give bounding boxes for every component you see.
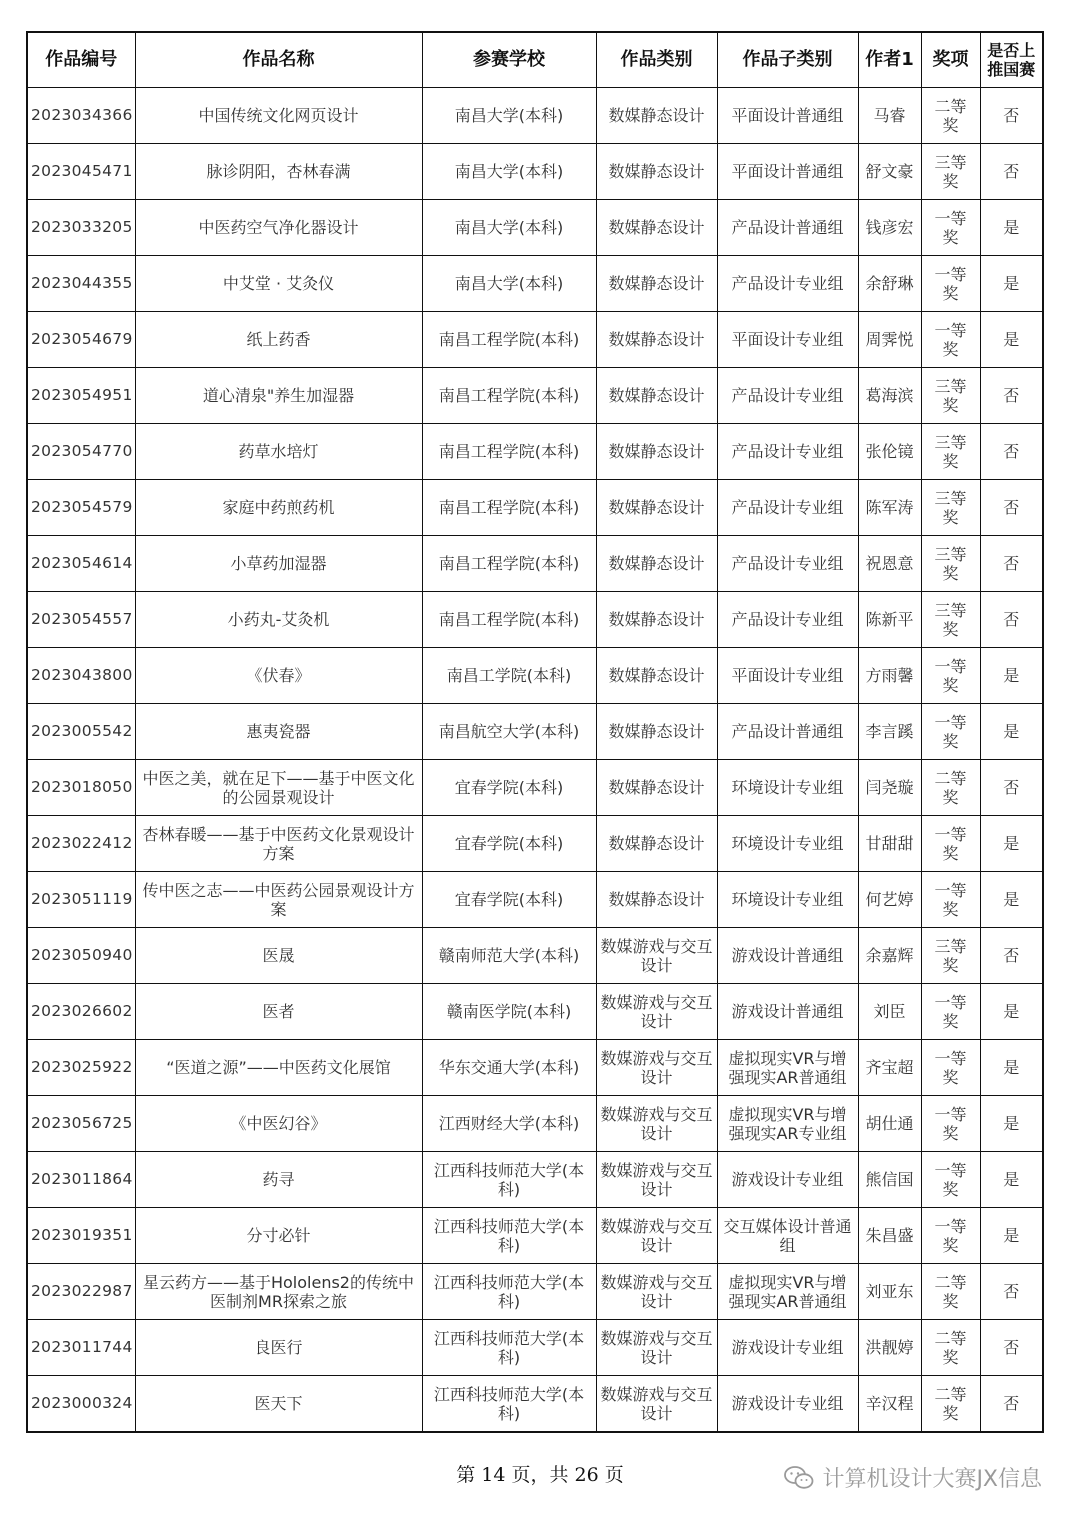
cell-category: 数媒游戏与交互设计 <box>596 1320 717 1376</box>
cell-author: 熊信国 <box>858 1152 921 1208</box>
cell-school: 江西科技师范大学(本科) <box>422 1208 596 1264</box>
cell-name: 《中医幻谷》 <box>135 1096 422 1152</box>
cell-author: 马睿 <box>858 88 921 144</box>
cell-name: 小药丸-艾灸机 <box>135 592 422 648</box>
header-name: 作品名称 <box>135 32 422 88</box>
cell-id: 2023011864 <box>27 1152 135 1208</box>
cell-national: 是 <box>980 1096 1043 1152</box>
cell-award: 一等奖 <box>921 816 980 872</box>
cell-author: 辛汉程 <box>858 1376 921 1433</box>
cell-category: 数媒静态设计 <box>596 144 717 200</box>
cell-school: 南昌工程学院(本科) <box>422 368 596 424</box>
cell-author: 闫尧璇 <box>858 760 921 816</box>
table-row <box>27 592 1043 648</box>
cell-award: 二等奖 <box>921 1376 980 1433</box>
cell-national: 否 <box>980 536 1043 592</box>
cell-national: 是 <box>980 200 1043 256</box>
cell-subcategory: 环境设计专业组 <box>717 872 858 928</box>
cell-award: 二等奖 <box>921 1320 980 1376</box>
cell-school: 江西科技师范大学(本科) <box>422 1376 596 1433</box>
cell-name: 分寸必针 <box>135 1208 422 1264</box>
cell-subcategory: 产品设计普通组 <box>717 200 858 256</box>
cell-author: 钱彦宏 <box>858 200 921 256</box>
cell-national: 是 <box>980 1152 1043 1208</box>
table-body <box>27 88 1043 1433</box>
cell-subcategory: 游戏设计专业组 <box>717 1376 858 1433</box>
cell-award: 三等奖 <box>921 480 980 536</box>
table-row <box>27 1320 1043 1376</box>
table-row <box>27 368 1043 424</box>
award-table <box>26 31 1044 1433</box>
table-row <box>27 816 1043 872</box>
cell-name: 家庭中药煎药机 <box>135 480 422 536</box>
table-row <box>27 1096 1043 1152</box>
cell-author: 朱昌盛 <box>858 1208 921 1264</box>
cell-award: 三等奖 <box>921 592 980 648</box>
cell-national: 是 <box>980 648 1043 704</box>
cell-national: 否 <box>980 1264 1043 1320</box>
cell-author: 余舒琳 <box>858 256 921 312</box>
cell-category: 数媒静态设计 <box>596 424 717 480</box>
cell-author: 李言蹊 <box>858 704 921 760</box>
cell-award: 一等奖 <box>921 704 980 760</box>
cell-national: 否 <box>980 760 1043 816</box>
cell-author: 陈军涛 <box>858 480 921 536</box>
cell-school: 赣南医学院(本科) <box>422 984 596 1040</box>
cell-subcategory: 游戏设计专业组 <box>717 1152 858 1208</box>
table-row <box>27 1208 1043 1264</box>
cell-id: 2023044355 <box>27 256 135 312</box>
cell-award: 一等奖 <box>921 1152 980 1208</box>
cell-id: 2023054579 <box>27 480 135 536</box>
table-row <box>27 760 1043 816</box>
cell-author: 张伦镜 <box>858 424 921 480</box>
award-table-container <box>26 31 1042 1433</box>
cell-id: 2023043800 <box>27 648 135 704</box>
table-row <box>27 88 1043 144</box>
cell-school: 江西科技师范大学(本科) <box>422 1264 596 1320</box>
table-row <box>27 1264 1043 1320</box>
cell-category: 数媒游戏与交互设计 <box>596 1152 717 1208</box>
cell-subcategory: 环境设计专业组 <box>717 816 858 872</box>
table-row <box>27 480 1043 536</box>
cell-award: 二等奖 <box>921 760 980 816</box>
cell-school: 南昌大学(本科) <box>422 144 596 200</box>
cell-category: 数媒静态设计 <box>596 88 717 144</box>
cell-id: 2023019351 <box>27 1208 135 1264</box>
cell-national: 否 <box>980 424 1043 480</box>
cell-author: 方雨馨 <box>858 648 921 704</box>
cell-school: 南昌大学(本科) <box>422 88 596 144</box>
cell-school: 南昌工学院(本科) <box>422 648 596 704</box>
cell-id: 2023025922 <box>27 1040 135 1096</box>
cell-school: 江西财经大学(本科) <box>422 1096 596 1152</box>
header-school: 参赛学校 <box>422 32 596 88</box>
wechat-icon <box>784 1465 814 1491</box>
cell-category: 数媒静态设计 <box>596 536 717 592</box>
cell-name: 药草水培灯 <box>135 424 422 480</box>
cell-national: 是 <box>980 984 1043 1040</box>
cell-national: 是 <box>980 256 1043 312</box>
table-row <box>27 1152 1043 1208</box>
cell-national: 是 <box>980 816 1043 872</box>
cell-subcategory: 虚拟现实VR与增强现实AR普通组 <box>717 1264 858 1320</box>
cell-school: 赣南师范大学(本科) <box>422 928 596 984</box>
cell-category: 数媒静态设计 <box>596 368 717 424</box>
cell-name: “医道之源”——中医药文化展馆 <box>135 1040 422 1096</box>
header-national: 是否上推国赛 <box>980 32 1043 88</box>
cell-category: 数媒静态设计 <box>596 200 717 256</box>
cell-category: 数媒静态设计 <box>596 704 717 760</box>
cell-id: 2023054951 <box>27 368 135 424</box>
cell-national: 否 <box>980 928 1043 984</box>
cell-subcategory: 平面设计专业组 <box>717 312 858 368</box>
cell-award: 一等奖 <box>921 984 980 1040</box>
cell-name: 脉诊阴阳，杏林春满 <box>135 144 422 200</box>
cell-award: 一等奖 <box>921 256 980 312</box>
cell-award: 一等奖 <box>921 1096 980 1152</box>
table-row <box>27 1376 1043 1433</box>
cell-author: 祝恩意 <box>858 536 921 592</box>
cell-category: 数媒游戏与交互设计 <box>596 1208 717 1264</box>
cell-author: 周霁悦 <box>858 312 921 368</box>
table-row <box>27 872 1043 928</box>
cell-national: 否 <box>980 480 1043 536</box>
cell-author: 胡仕通 <box>858 1096 921 1152</box>
cell-national: 是 <box>980 704 1043 760</box>
cell-category: 数媒静态设计 <box>596 480 717 536</box>
cell-name: 医天下 <box>135 1376 422 1433</box>
table-header-row <box>27 32 1043 88</box>
cell-award: 一等奖 <box>921 1208 980 1264</box>
cell-id: 2023011744 <box>27 1320 135 1376</box>
cell-name: 纸上药香 <box>135 312 422 368</box>
cell-subcategory: 虚拟现实VR与增强现实AR普通组 <box>717 1040 858 1096</box>
cell-subcategory: 平面设计专业组 <box>717 648 858 704</box>
cell-id: 2023005542 <box>27 704 135 760</box>
cell-subcategory: 环境设计专业组 <box>717 760 858 816</box>
cell-school: 南昌工程学院(本科) <box>422 424 596 480</box>
cell-category: 数媒静态设计 <box>596 648 717 704</box>
cell-id: 2023022987 <box>27 1264 135 1320</box>
cell-subcategory: 游戏设计普通组 <box>717 928 858 984</box>
cell-category: 数媒静态设计 <box>596 872 717 928</box>
cell-subcategory: 产品设计专业组 <box>717 368 858 424</box>
cell-award: 二等奖 <box>921 88 980 144</box>
cell-subcategory: 产品设计普通组 <box>717 704 858 760</box>
table-row <box>27 200 1043 256</box>
cell-school: 江西科技师范大学(本科) <box>422 1320 596 1376</box>
table-row <box>27 1040 1043 1096</box>
cell-category: 数媒静态设计 <box>596 816 717 872</box>
cell-author: 余嘉辉 <box>858 928 921 984</box>
cell-author: 刘亚东 <box>858 1264 921 1320</box>
cell-author: 何艺婷 <box>858 872 921 928</box>
cell-category: 数媒游戏与交互设计 <box>596 1264 717 1320</box>
header-award: 奖项 <box>921 32 980 88</box>
cell-subcategory: 产品设计专业组 <box>717 536 858 592</box>
cell-id: 2023054679 <box>27 312 135 368</box>
cell-category: 数媒游戏与交互设计 <box>596 984 717 1040</box>
page-number: 第 14 页，共 26 页 <box>456 1464 624 1486</box>
cell-id: 2023051119 <box>27 872 135 928</box>
cell-id: 2023033205 <box>27 200 135 256</box>
cell-author: 洪靓婷 <box>858 1320 921 1376</box>
cell-subcategory: 交互媒体设计普通组 <box>717 1208 858 1264</box>
cell-id: 2023000324 <box>27 1376 135 1433</box>
cell-award: 一等奖 <box>921 200 980 256</box>
cell-award: 三等奖 <box>921 928 980 984</box>
cell-name: 《伏春》 <box>135 648 422 704</box>
cell-award: 三等奖 <box>921 536 980 592</box>
header-author: 作者1 <box>858 32 921 88</box>
cell-name: 杏林春暖——基于中医药文化景观设计方案 <box>135 816 422 872</box>
cell-school: 南昌航空大学(本科) <box>422 704 596 760</box>
cell-subcategory: 游戏设计普通组 <box>717 984 858 1040</box>
header-category: 作品类别 <box>596 32 717 88</box>
cell-subcategory: 平面设计普通组 <box>717 144 858 200</box>
table-row <box>27 424 1043 480</box>
cell-award: 一等奖 <box>921 648 980 704</box>
cell-category: 数媒静态设计 <box>596 312 717 368</box>
cell-name: 中国传统文化网页设计 <box>135 88 422 144</box>
cell-name: 小草药加湿器 <box>135 536 422 592</box>
table-row <box>27 648 1043 704</box>
cell-category: 数媒游戏与交互设计 <box>596 1096 717 1152</box>
cell-author: 陈新平 <box>858 592 921 648</box>
cell-award: 二等奖 <box>921 1264 980 1320</box>
cell-category: 数媒游戏与交互设计 <box>596 928 717 984</box>
cell-school: 南昌工程学院(本科) <box>422 480 596 536</box>
cell-id: 2023056725 <box>27 1096 135 1152</box>
cell-id: 2023050940 <box>27 928 135 984</box>
cell-school: 南昌工程学院(本科) <box>422 592 596 648</box>
header-subcategory: 作品子类别 <box>717 32 858 88</box>
cell-id: 2023018050 <box>27 760 135 816</box>
table-row <box>27 704 1043 760</box>
cell-id: 2023045471 <box>27 144 135 200</box>
cell-school: 南昌大学(本科) <box>422 256 596 312</box>
cell-school: 南昌工程学院(本科) <box>422 536 596 592</box>
cell-author: 甘甜甜 <box>858 816 921 872</box>
cell-award: 三等奖 <box>921 424 980 480</box>
watermark <box>784 1462 1042 1493</box>
cell-subcategory: 产品设计专业组 <box>717 256 858 312</box>
cell-national: 是 <box>980 1208 1043 1264</box>
cell-category: 数媒游戏与交互设计 <box>596 1040 717 1096</box>
cell-school: 宜春学院(本科) <box>422 760 596 816</box>
cell-subcategory: 产品设计专业组 <box>717 480 858 536</box>
cell-category: 数媒游戏与交互设计 <box>596 1376 717 1433</box>
cell-name: 惠夷瓷器 <box>135 704 422 760</box>
cell-subcategory: 产品设计专业组 <box>717 592 858 648</box>
cell-id: 2023054770 <box>27 424 135 480</box>
table-row <box>27 312 1043 368</box>
watermark-text: 计算机设计大赛JX信息 <box>822 1467 1042 1492</box>
table-row <box>27 536 1043 592</box>
table-row <box>27 928 1043 984</box>
cell-school: 宜春学院(本科) <box>422 872 596 928</box>
cell-subcategory: 平面设计普通组 <box>717 88 858 144</box>
cell-name: 道心清泉"养生加湿器 <box>135 368 422 424</box>
cell-award: 一等奖 <box>921 312 980 368</box>
cell-school: 宜春学院(本科) <box>422 816 596 872</box>
cell-name: 医者 <box>135 984 422 1040</box>
cell-id: 2023026602 <box>27 984 135 1040</box>
cell-name: 传中医之志——中医药公园景观设计方案 <box>135 872 422 928</box>
cell-category: 数媒静态设计 <box>596 592 717 648</box>
cell-school: 南昌大学(本科) <box>422 200 596 256</box>
cell-national: 否 <box>980 1320 1043 1376</box>
cell-award: 一等奖 <box>921 1040 980 1096</box>
cell-name: 医晟 <box>135 928 422 984</box>
cell-author: 齐宝超 <box>858 1040 921 1096</box>
cell-author: 舒文豪 <box>858 144 921 200</box>
cell-school: 江西科技师范大学(本科) <box>422 1152 596 1208</box>
cell-category: 数媒静态设计 <box>596 256 717 312</box>
cell-award: 三等奖 <box>921 368 980 424</box>
cell-subcategory: 虚拟现实VR与增强现实AR专业组 <box>717 1096 858 1152</box>
cell-award: 三等奖 <box>921 144 980 200</box>
cell-id: 2023054557 <box>27 592 135 648</box>
cell-school: 华东交通大学(本科) <box>422 1040 596 1096</box>
cell-national: 否 <box>980 592 1043 648</box>
cell-national: 否 <box>980 368 1043 424</box>
cell-national: 否 <box>980 88 1043 144</box>
cell-national: 否 <box>980 1376 1043 1433</box>
cell-id: 2023034366 <box>27 88 135 144</box>
cell-national: 否 <box>980 144 1043 200</box>
cell-id: 2023054614 <box>27 536 135 592</box>
cell-national: 是 <box>980 312 1043 368</box>
cell-name: 中艾堂 · 艾灸仪 <box>135 256 422 312</box>
cell-author: 葛海滨 <box>858 368 921 424</box>
cell-category: 数媒静态设计 <box>596 760 717 816</box>
cell-national: 是 <box>980 1040 1043 1096</box>
cell-national: 是 <box>980 872 1043 928</box>
cell-award: 一等奖 <box>921 872 980 928</box>
header-id: 作品编号 <box>27 32 135 88</box>
cell-name: 中医药空气净化器设计 <box>135 200 422 256</box>
table-row <box>27 984 1043 1040</box>
cell-name: 中医之美，就在足下——基于中医文化的公园景观设计 <box>135 760 422 816</box>
cell-subcategory: 产品设计专业组 <box>717 424 858 480</box>
cell-name: 良医行 <box>135 1320 422 1376</box>
table-row <box>27 144 1043 200</box>
table-row <box>27 256 1043 312</box>
cell-author: 刘臣 <box>858 984 921 1040</box>
cell-name: 药寻 <box>135 1152 422 1208</box>
cell-subcategory: 游戏设计专业组 <box>717 1320 858 1376</box>
cell-school: 南昌工程学院(本科) <box>422 312 596 368</box>
cell-name: 星云药方——基于Hololens2的传统中医制剂MR探索之旅 <box>135 1264 422 1320</box>
cell-id: 2023022412 <box>27 816 135 872</box>
